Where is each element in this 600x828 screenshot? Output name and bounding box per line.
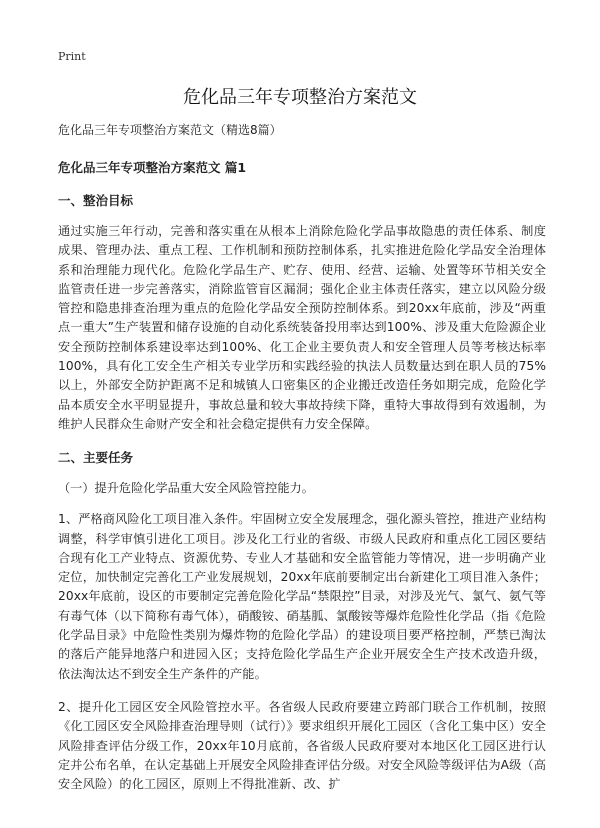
section-heading-tasks: 二、主要任务	[58, 450, 134, 466]
document-subtitle: 危化品三年专项整治方案范文（精选8篇）	[58, 123, 282, 137]
paragraph-goals: 通过实施三年行动，完善和落实重在从根本上消除危险化学品事故隐患的责任体系、制度成果、管理办法、重点工程、工作机制和预防控制体系，扎实推进危险化学品安全治理体系和治理能力现代化。危险化学品生产、贮存、使用、经营、运输、处置等环节相关安全监管责任进一步完善落实，消除监管盲区漏洞；强化企业主体责任落实，建立以风险分级管控和隐患排查治理为重点的危险化学品安全预防控制体系。到20xx年底前，涉及“两重点一重大”生产装置和储存设施的自动化系统装备投用率达到100%、涉及重大危险源企业安全预防控制体系建设率达到100%、化工企业主要负责人和安全管理人员等考核达标率100%，具有化工安全生产相关专业学历和实践经验的执法人员数量达到在职人员的75%以上，外部安全防护距离不足和城镇人口密集区的企业搬迁改造任务如期完成，危险化学品本质安全水平明显提升，事故总量和较大事故持续下降，重特大事故得到有效遏制，为维护人民群众生命财产安全和社会稳定提供有力安全保障。	[58, 224, 546, 431]
page-title: 危化品三年专项整治方案范文	[183, 87, 417, 108]
document-body	[58, 121, 546, 808]
paragraph-item-2: 2、提升化工园区安全风险管控水平。各省级人民政府要建立跨部门联合工作机制，按照《化工园区安全风险排查治理导则（试行）》要求组织开展化工园区（含化工集中区）安全风险排查评估分级工作，20xx年10月底前，各省级人民政府要对本地区化工园区进行认定并公布名单，在认定基础上开展安全风险排查评估分级。对安全风险等级评估为A级（高安全风险）的化工园区，原则上不得批准新、改、扩	[58, 699, 546, 792]
section-heading-goals: 一、整治目标	[58, 193, 134, 208]
subsection-heading: （一）提升危险化学品重大安全风险管控能力。	[58, 481, 314, 496]
article-heading: 危化品三年专项整治方案范文 篇1	[58, 160, 247, 175]
print-link[interactable]: Print	[58, 50, 86, 63]
paragraph-item-1: 1、严格商风险化工项目准入条件。牢固树立安全发展理念，强化源头管控，推进产业结构调整，科学审慎引进化工项目。涉及化工行业的省级、市级人民政府和重点化工园区要结合现有化工产业特点、资源优势、专业人才基础和安全监管能力等情况，进一步明确产业定位，加快制定完善化工产业发展规划，20xx年底前要制定出台新建化工项目准入条件；20xx年底前，设区的市要制定完善危险化学品“禁限控”目录，对涉及光气、氯气、氨气等有毒气体（以下简称有毒气体），硝酸铵、硝基胍、氯酸铵等爆炸危险性化学品（指《危险化学品目录》中危险性类别为爆炸物的危险化学品）的建设项目要严格控制，严禁已淘汰的落后产能异地落户和进园入区；支持危险化学品生产企业开展安全生产技术改造升级，依法淘汰达不到安全生产条件的产能。	[58, 512, 546, 681]
